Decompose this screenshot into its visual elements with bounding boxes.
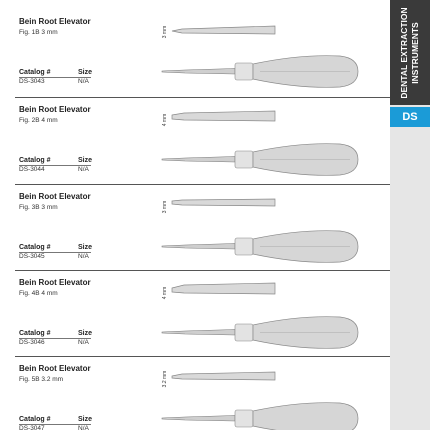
product-entry — [0, 359, 390, 430]
ds-badge: DS — [390, 107, 430, 127]
sidebar — [390, 0, 430, 430]
figure-label: Fig. 2B 4 mm — [19, 117, 58, 124]
product-title: Bein Root Elevator — [19, 105, 91, 114]
catalog-number: DS-3047 — [19, 425, 45, 430]
elevator-tip-image — [170, 362, 280, 392]
tip-size-label: 3 mm — [162, 25, 168, 39]
product-title: Bein Root Elevator — [19, 17, 91, 26]
section-label — [390, 0, 430, 105]
size-value: N/A — [78, 253, 89, 260]
catalog-header: Catalog # — [19, 244, 51, 251]
product-entry — [0, 273, 390, 359]
size-header: Size — [78, 69, 93, 76]
catalog-number: DS-3045 — [19, 253, 45, 260]
tip-size-label: 3 mm — [162, 200, 168, 214]
elevator-tip-image — [170, 15, 280, 45]
divider — [15, 270, 390, 271]
product-entry — [0, 12, 390, 98]
section-label-line2: INSTRUMENTS — [410, 21, 420, 84]
divider — [15, 356, 390, 357]
elevator-instrument-image — [160, 397, 360, 430]
size-value: N/A — [78, 425, 89, 430]
tip-size-label: 4 mm — [162, 286, 168, 300]
tip-size-label: 4 mm — [162, 113, 168, 127]
divider — [15, 184, 390, 185]
size-header: Size — [78, 330, 93, 337]
elevator-instrument-image — [160, 138, 360, 183]
size-value: N/A — [78, 339, 89, 346]
catalog-number: DS-3044 — [19, 166, 45, 173]
size-header: Size — [78, 157, 93, 164]
figure-label: Fig. 1B 3 mm — [19, 29, 58, 36]
catalog-header: Catalog # — [19, 69, 51, 76]
elevator-tip-image — [170, 190, 280, 220]
elevator-instrument-image — [160, 311, 360, 356]
product-title: Bein Root Elevator — [19, 278, 91, 287]
elevator-tip-image — [170, 103, 280, 133]
product-title: Bein Root Elevator — [19, 364, 91, 373]
divider — [15, 97, 390, 98]
size-header: Size — [78, 416, 93, 423]
elevator-instrument-image — [160, 225, 360, 270]
product-entry — [0, 187, 390, 273]
elevator-instrument-image — [160, 50, 360, 95]
elevator-tip-image — [170, 276, 280, 306]
catalog-header: Catalog # — [19, 416, 51, 423]
tip-size-label: 3.2 mm — [162, 370, 168, 388]
catalog-header: Catalog # — [19, 330, 51, 337]
section-label-line1: DENTAL EXTRACTION — [399, 6, 409, 99]
size-value: N/A — [78, 166, 89, 173]
figure-label: Fig. 3B 3 mm — [19, 204, 58, 211]
catalog-header: Catalog # — [19, 157, 51, 164]
product-entry — [0, 100, 390, 186]
product-title: Bein Root Elevator — [19, 192, 91, 201]
figure-label: Fig. 5B 3.2 mm — [19, 376, 64, 383]
size-header: Size — [78, 244, 93, 251]
catalog-number: DS-3043 — [19, 78, 45, 85]
catalog-number: DS-3046 — [19, 339, 45, 346]
figure-label: Fig. 4B 4 mm — [19, 290, 58, 297]
size-value: N/A — [78, 78, 89, 85]
